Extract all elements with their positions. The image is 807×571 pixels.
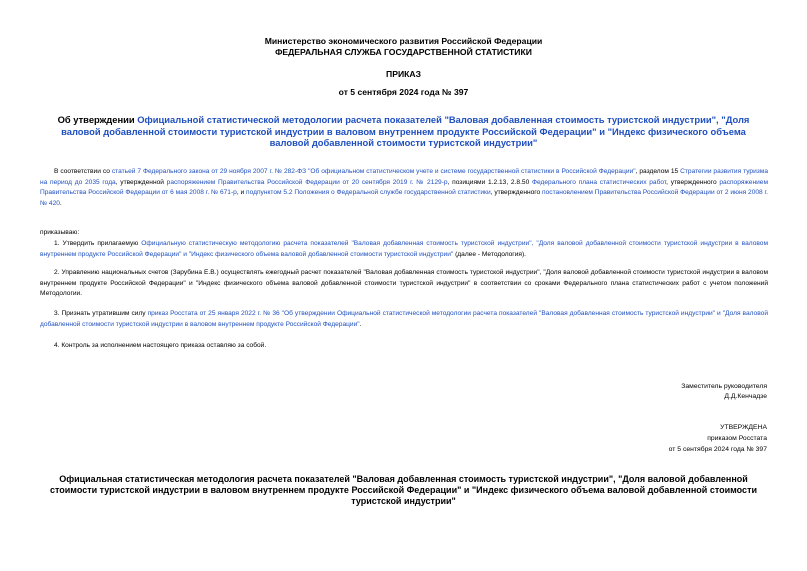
preamble-text: , утвержденного xyxy=(490,189,543,196)
approved-label: УТВЕРЖДЕНА xyxy=(720,424,767,431)
signature-position: Заместитель руководителя xyxy=(681,383,767,390)
approved-date: от 5 сентября 2024 года № 397 xyxy=(668,446,767,453)
preamble-text: , утвержденного xyxy=(666,178,720,186)
signature-name: Д.Д.Кенчадзе xyxy=(724,393,767,400)
item-3-text: . xyxy=(359,320,362,328)
methodology-title-link[interactable]: Официальной статистической методологии расчета показателей "Валовая добавленная стоимость туристской индустрии", "Доля валовой добавленной стоимости туристской индустрии в валовом внутреннем продукте Российской Федерации" и "Индекс физического объема валовой добавленной стоимости туристской индустрии" xyxy=(61,114,750,148)
rosstat-regulation-link[interactable]: подпунктом 5.2 Положения о Федеральной службе государственной статистики xyxy=(246,189,491,196)
preamble-text: , разделом 15 xyxy=(635,168,681,175)
order-word: приказываю: xyxy=(40,229,80,236)
methodology-link[interactable]: Официальную статистическую методологию расчета показателей "Валовая добавленная стоимость туристской индустрии", "Доля валовой добавленной стоимости туристской индустрии в валовом внутреннем продукте Российской Федерации" и "Индекс физического объема валовой добавленной стоимости туристской индустрии" xyxy=(40,240,768,258)
item-3-text: 3. Признать утратившим силу xyxy=(54,310,148,317)
order-date-number: от 5 сентября 2024 года № 397 xyxy=(338,87,469,97)
government-order-2019-link[interactable]: распоряжением Правительства Российской Федерации от 20 сентября 2019 г. № 2129-р xyxy=(166,178,448,186)
preamble-text: , и xyxy=(236,189,247,196)
order-title xyxy=(50,114,757,149)
item-3 xyxy=(40,309,768,330)
item-4: 4. Контроль за исполнением настоящего приказа оставляю за собой. xyxy=(54,342,267,349)
federal-plan-link[interactable]: Федерального плана статистических работ xyxy=(531,178,667,186)
government-resolution-link[interactable]: постановлением Правительства Российской Федерации от 2 июня 2008 г. № 420 xyxy=(40,189,768,207)
federal-law-link[interactable]: статьей 7 Федерального закона от 29 ноября 2007 г. № 282-ФЗ "Об официальном статистическом учете и системе государственной статистики в Российской Федерации" xyxy=(111,168,636,175)
item-1-text: (далее - Методология). xyxy=(453,250,526,258)
item-1 xyxy=(40,239,768,260)
ministry-name: Министерство экономического развития Российской Федерации xyxy=(264,36,543,46)
preamble-text: , позициями 1.2.13, 2.8.50 xyxy=(447,178,532,186)
preamble-paragraph xyxy=(40,167,768,209)
government-order-2008-link[interactable]: распоряжением Правительства Российской Федерации от 6 мая 2008 г. № 671-р xyxy=(40,178,768,196)
appendix-title: Официальная статистическая методология расчета показателей "Валовая добавленная стоимость туристской индустрии", "Доля валовой добавленной стоимости туристской индустрии в валовом внутреннем продукте Российской Федерации" и "Индекс физического объема валовой добавленной стоимости туристской индустрии" xyxy=(49,474,758,506)
preamble-text: , утвержденной xyxy=(115,178,167,186)
doc-type: ПРИКАЗ xyxy=(386,69,421,79)
approved-by: приказом Росстата xyxy=(707,435,767,442)
preamble-text: В соответствии со xyxy=(54,168,112,175)
item-1-text: 1. Утвердить прилагаемую xyxy=(54,240,142,247)
repealed-order-link[interactable]: приказ Росстата от 25 января 2022 г. № 36 "Об утверждении Официальной статистической методологии расчета показателей "Валовая добавленная стоимость туристской индустрии" и "Доля валовой добавленной стоимости туристской индустрии в валовом внутреннем продукте Российской Федерации" xyxy=(40,310,768,328)
order-title-prefix: Об утверждении xyxy=(57,114,138,125)
tourism-strategy-link[interactable]: Стратегии развития туризма на период до 2035 года xyxy=(40,168,769,186)
service-name: ФЕДЕРАЛЬНАЯ СЛУЖБА ГОСУДАРСТВЕННОЙ СТАТИСТИКИ xyxy=(275,47,532,57)
preamble-text: . xyxy=(59,199,62,207)
item-2: 2. Управлению национальных счетов (Зарубина Е.В.) осуществлять ежегодный расчет показателей "Валовая добавленная стоимость туристской индустрии", "Доля валовой добавленной стоимости туристской индустрии в валовом внутреннем продукте Российской Федерации" и "Индекс физического объема валовой добавленной стоимости туристской индустрии" в соответствии со сроками Федерального плана статистических работ с учетом положений Методологии. xyxy=(40,269,768,297)
